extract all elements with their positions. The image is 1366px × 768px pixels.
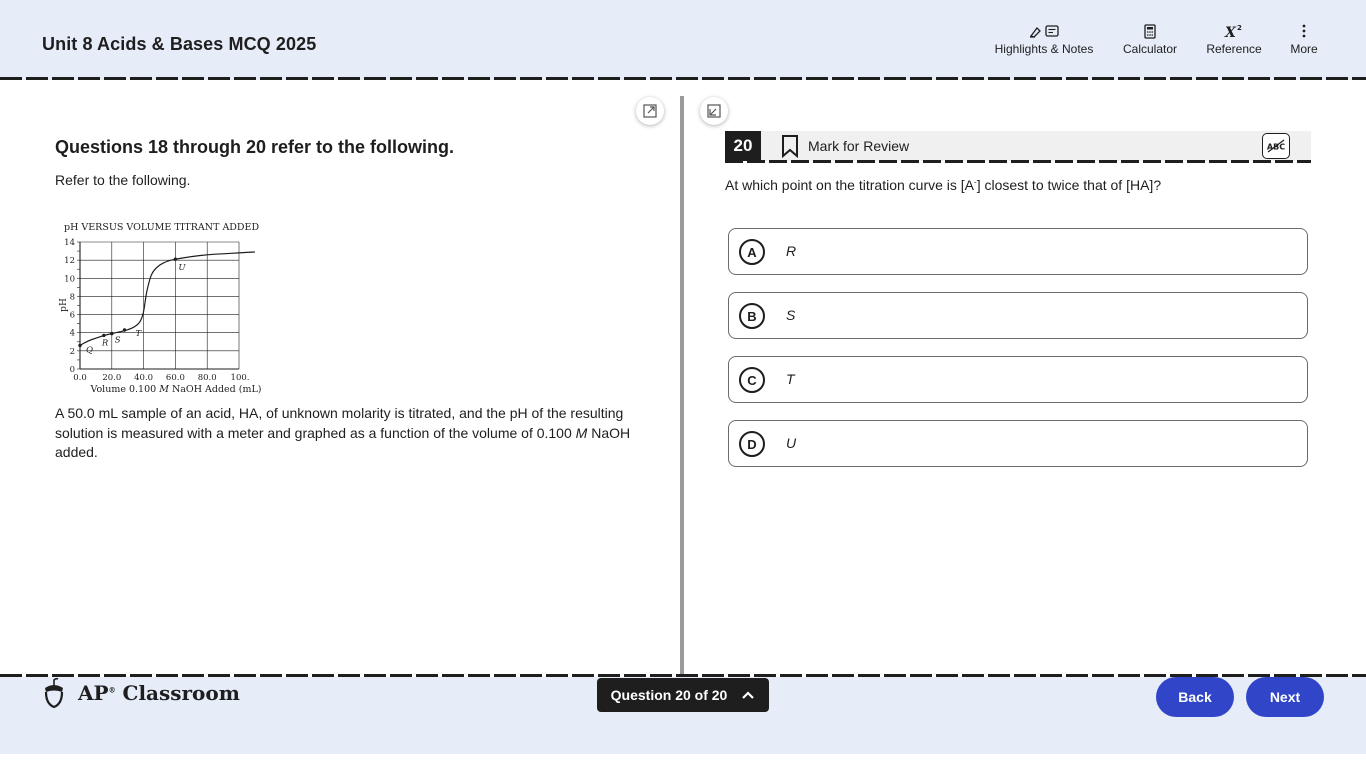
x-tick-label: 0.0 [73, 373, 87, 383]
answer-choice-b[interactable] [728, 292, 1308, 339]
more-button[interactable] [1286, 22, 1322, 56]
choice-letter: A [739, 239, 765, 265]
point-s-label: S [114, 335, 121, 346]
titration-curve [80, 252, 255, 345]
question-text-pre: At which point on the titration curve is [A [725, 177, 975, 193]
chart-y-label: pH [59, 298, 69, 312]
point-t-marker [123, 328, 126, 331]
chart-x-label-pre: Volume 0.100 [90, 384, 160, 395]
more-label: More [1290, 42, 1318, 56]
question-header-divider [725, 160, 1311, 163]
chart-grid [77, 242, 239, 369]
expand-icon [642, 103, 658, 119]
mark-for-review-button[interactable] [780, 134, 909, 158]
choice-letter: B [739, 303, 765, 329]
stimulus-paragraph [55, 404, 645, 463]
reference-label: Reference [1206, 42, 1262, 56]
stimulus-paragraph-post: NaOH added. [55, 424, 631, 460]
ap-classroom-logo [40, 676, 240, 710]
choice-text: T [786, 371, 795, 387]
point-r-marker [102, 334, 105, 337]
svg-text:2: 2 [1237, 24, 1242, 32]
bookmark-icon [780, 134, 800, 158]
logo-registered: ® [108, 685, 116, 695]
point-t-label: T [135, 328, 142, 339]
choice-text: R [786, 243, 797, 259]
chart-x-label-unit: M [159, 384, 169, 395]
stimulus-heading: Questions 18 through 20 refer to the following. [55, 137, 455, 157]
more-vertical-icon [1300, 22, 1308, 40]
chart-x-ticks [73, 373, 249, 383]
y-tick-label: 2 [69, 346, 75, 357]
titration-chart-svg [55, 216, 265, 400]
chevron-up-icon [741, 690, 755, 700]
exam-title: Unit 8 Acids & Bases MCQ 2025 [42, 34, 317, 54]
choice-text: S [786, 307, 796, 323]
point-u-label: U [178, 263, 186, 274]
chart-x-label [89, 384, 261, 395]
reference-button[interactable] [1203, 22, 1265, 56]
answer-choice-c[interactable] [728, 356, 1308, 403]
ap-classroom-text [78, 681, 240, 705]
reference-icon [1223, 22, 1245, 40]
header-divider [0, 77, 1366, 80]
chart-title: pH VERSUS VOLUME TITRANT ADDED [64, 222, 260, 233]
svg-text:X: X [1225, 25, 1236, 40]
answer-choice-d[interactable] [728, 420, 1308, 467]
expand-question-button[interactable] [700, 97, 728, 125]
header [0, 0, 1366, 80]
y-tick-label: 0 [69, 365, 75, 375]
x-tick-label: 100. [230, 373, 250, 383]
mark-for-review-label: Mark for Review [808, 138, 910, 154]
logo-ap: AP [78, 681, 109, 705]
stimulus-subheading: Refer to the following. [55, 172, 191, 188]
choice-letter: C [739, 367, 765, 393]
x-tick-label: 20.0 [102, 373, 122, 383]
question-navigator-label: Question 20 of 20 [610, 687, 728, 703]
point-u-marker [174, 258, 177, 261]
question-number: 20 [725, 131, 761, 161]
question-text-post: ] closest to twice that of [HA]? [976, 177, 1162, 193]
collapse-icon [706, 103, 722, 119]
strikethrough-abc-icon [1265, 138, 1287, 154]
y-tick-label: 8 [69, 292, 75, 303]
back-button[interactable]: Back [1156, 677, 1234, 717]
choice-text: U [786, 435, 797, 451]
y-tick-label: 12 [64, 256, 75, 267]
footer-bottom-edge [0, 754, 1366, 768]
x-tick-label: 80.0 [197, 373, 217, 383]
point-q-label: Q [86, 345, 93, 356]
y-tick-label: 14 [64, 238, 75, 248]
y-tick-label: 4 [69, 328, 75, 339]
answer-choice-a[interactable] [728, 228, 1308, 275]
calculator-icon [1143, 22, 1157, 40]
calculator-button[interactable] [1120, 22, 1180, 56]
chart-points [78, 258, 186, 356]
point-r-label: R [101, 338, 109, 349]
pane-divider[interactable] [680, 96, 684, 674]
next-button[interactable]: Next [1246, 677, 1324, 717]
highlights-notes-label: Highlights & Notes [994, 42, 1094, 56]
highlights-notes-button[interactable] [993, 22, 1095, 56]
abc-label: ABC [1266, 142, 1286, 152]
titration-chart [55, 216, 265, 400]
option-eliminator-button[interactable] [1262, 133, 1290, 159]
x-tick-label: 60.0 [165, 373, 185, 383]
stimulus-paragraph-unit: M [575, 424, 588, 441]
y-tick-label: 6 [69, 310, 75, 321]
question-text-sup: - [974, 177, 977, 187]
expand-stimulus-button[interactable] [636, 97, 664, 125]
choice-letter: D [739, 431, 765, 457]
stimulus-paragraph-pre: A 50.0 mL sample of an acid, HA, of unknown molarity is titrated, and the pH of the resulting solution is measured with a meter and graphed as a function of the volume of 0.100 [55, 405, 624, 441]
chart-x-label-post: NaOH Added (mL) [168, 384, 262, 395]
calculator-label: Calculator [1122, 42, 1178, 56]
acorn-logo-icon [40, 676, 68, 710]
logo-classroom: Classroom [115, 681, 240, 705]
question-navigator-button[interactable] [597, 678, 769, 712]
highlighter-notes-icon [1027, 22, 1061, 40]
point-q-marker [78, 344, 81, 347]
x-tick-label: 40.0 [134, 373, 154, 383]
y-tick-label: 10 [64, 274, 75, 285]
point-s-marker [110, 332, 113, 335]
question-text [725, 177, 1161, 193]
